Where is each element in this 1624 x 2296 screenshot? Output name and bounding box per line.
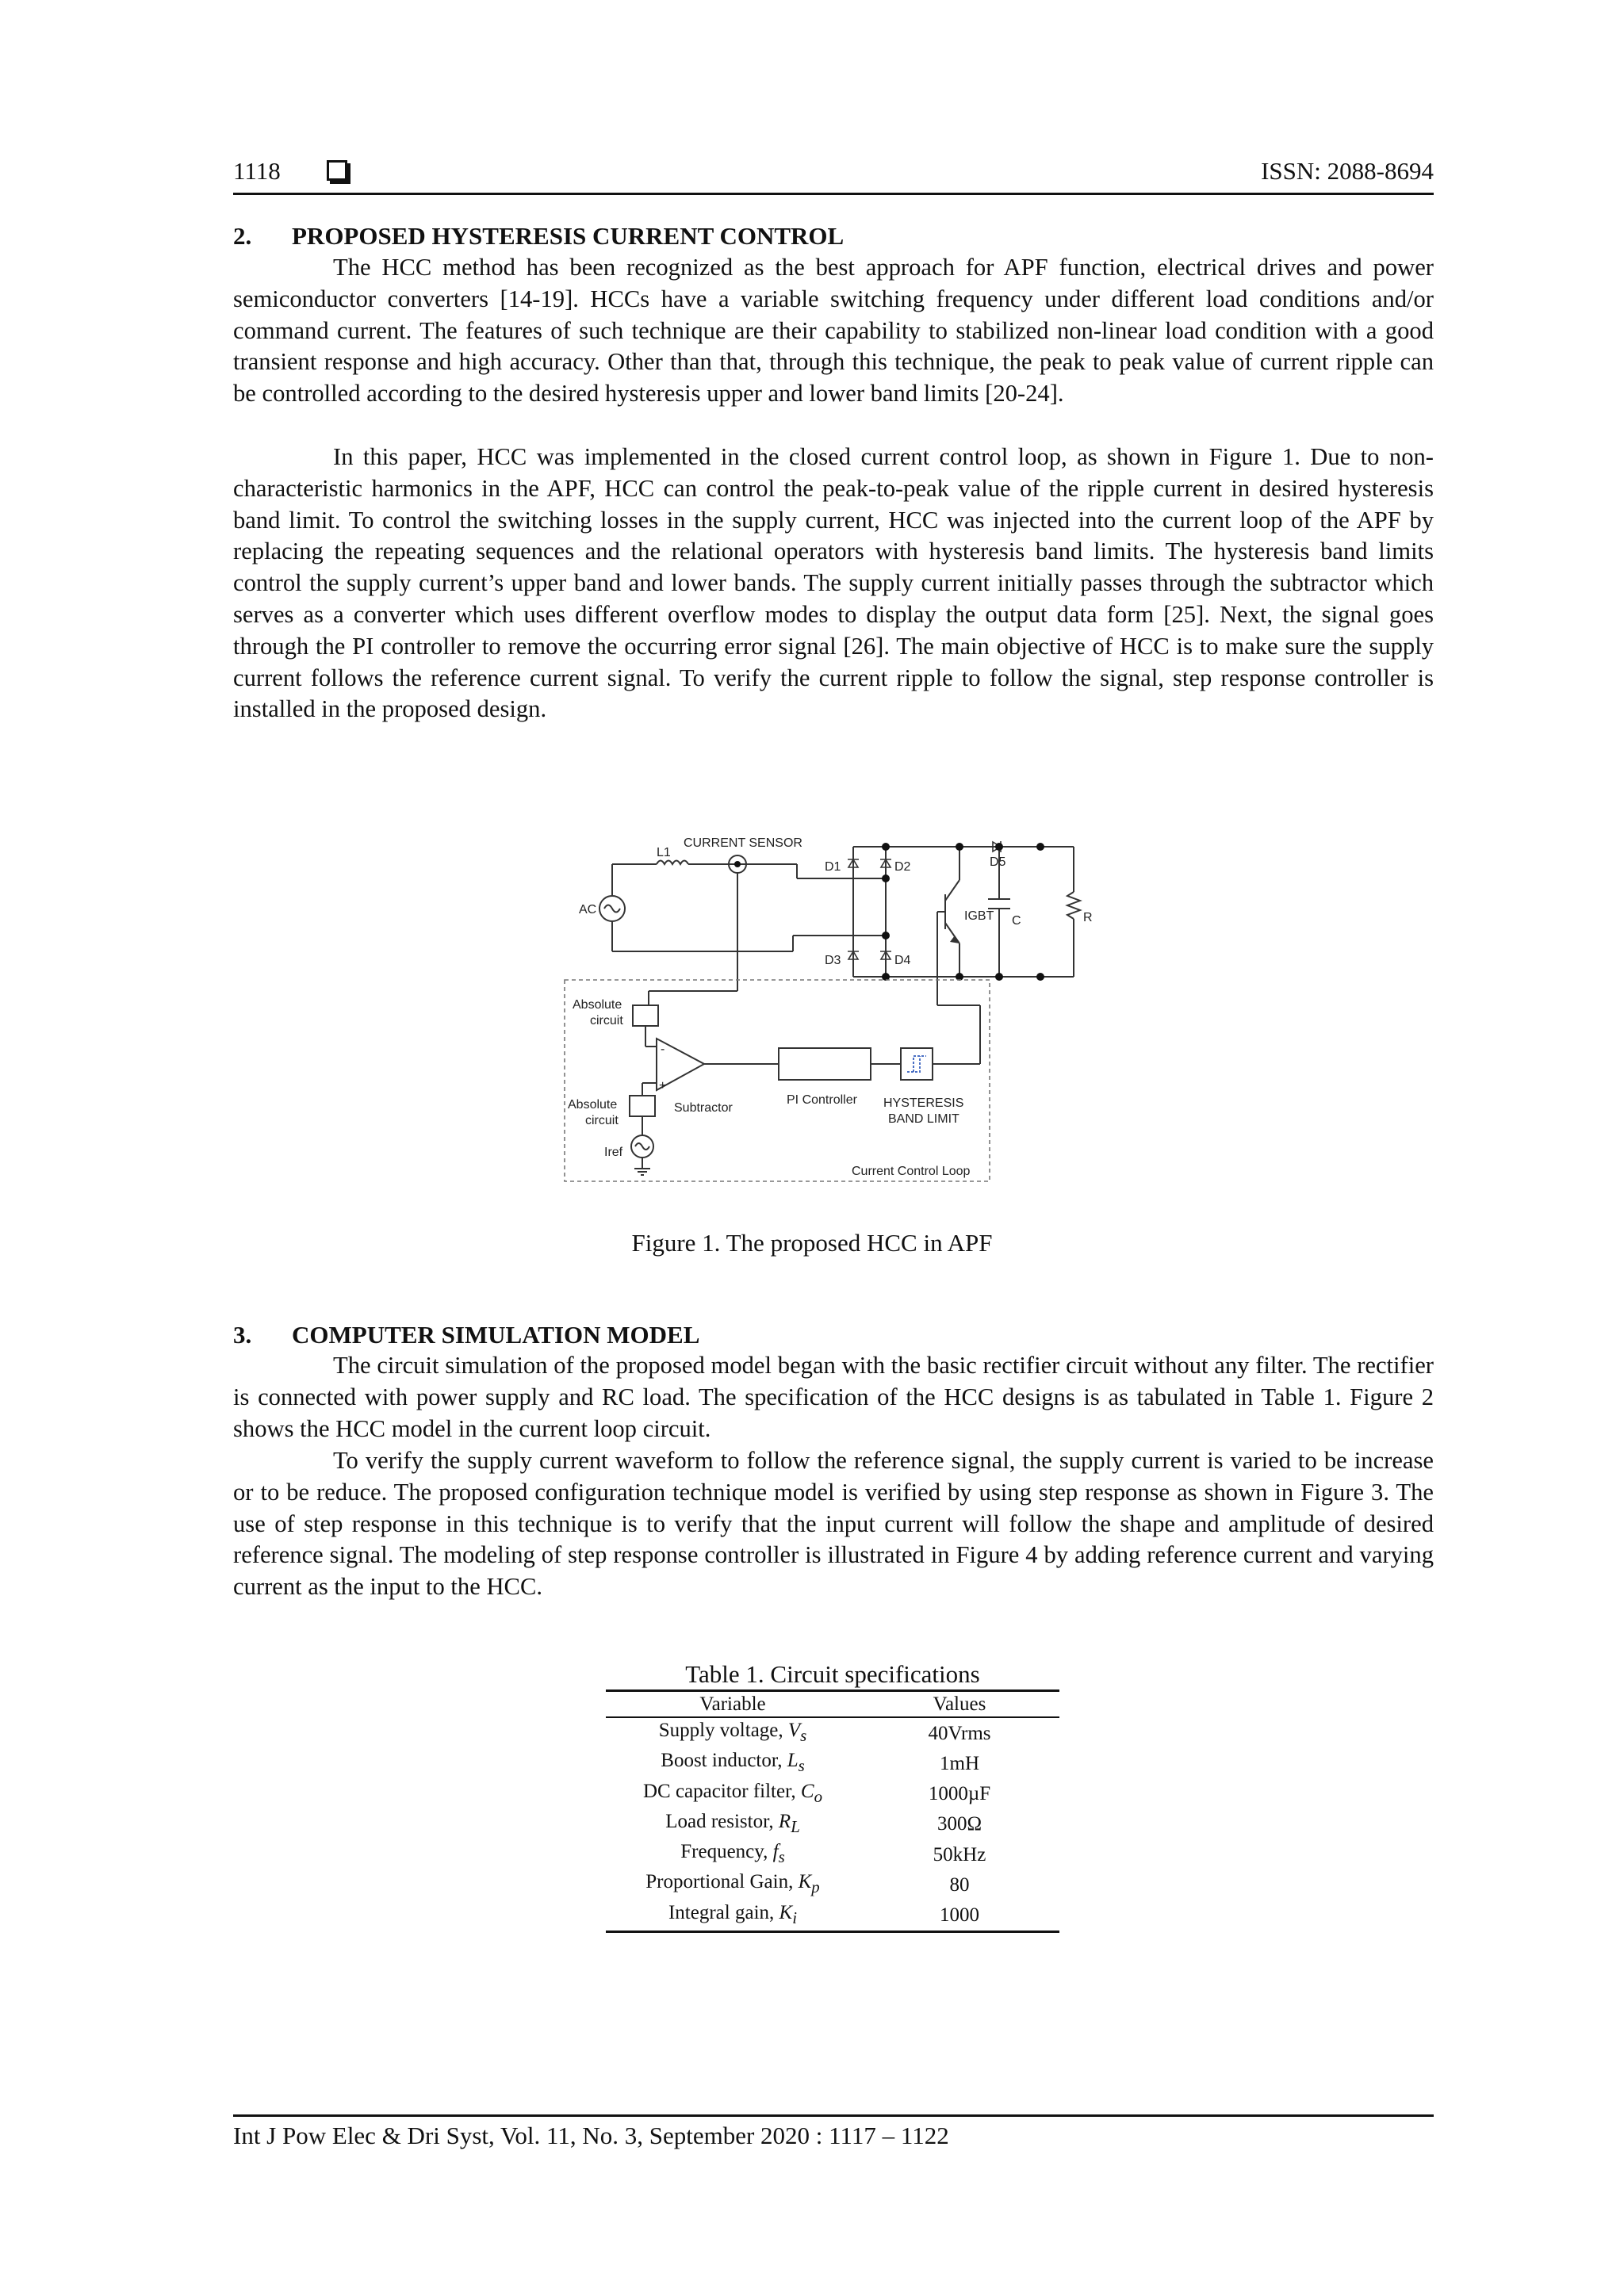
value-cell: 1mH bbox=[940, 1752, 979, 1774]
variable-cell: Supply voltage, $V_s$ bbox=[658, 1720, 807, 1745]
variable-cell: Frequency, $f_s$ bbox=[680, 1841, 785, 1867]
checkbox-square-icon bbox=[327, 160, 347, 181]
table-row bbox=[606, 1839, 1059, 1869]
table-row bbox=[606, 1779, 1059, 1809]
label-igbt: IGBT bbox=[964, 909, 994, 923]
label-ac: AC bbox=[579, 903, 597, 916]
inductor-l1-icon bbox=[657, 861, 688, 865]
table-1 bbox=[606, 1689, 1059, 1933]
footer-rule bbox=[233, 2114, 1434, 2117]
label-hysteresis-b: BAND LIMIT bbox=[888, 1112, 959, 1126]
variable-cell: Boost inductor, $L_s$ bbox=[661, 1750, 805, 1776]
variable-cell: Load resistor, $R_L$ bbox=[665, 1810, 800, 1836]
value-cell: 50kHz bbox=[933, 1843, 986, 1866]
resistor-icon bbox=[1067, 892, 1080, 919]
value-cell: 1000µF bbox=[928, 1783, 991, 1805]
label-c: C bbox=[1012, 914, 1021, 928]
label-absolute-1b: circuit bbox=[590, 1014, 623, 1027]
label-d2: D2 bbox=[894, 860, 911, 874]
label-d1: D1 bbox=[825, 860, 841, 874]
table-row bbox=[606, 1900, 1059, 1932]
issn: ISSN: 2088-8694 bbox=[1261, 157, 1434, 185]
label-l1: L1 bbox=[657, 846, 671, 859]
label-plus: + bbox=[659, 1079, 667, 1093]
label-minus: - bbox=[661, 1043, 665, 1056]
section-title: PROPOSED HYSTERESIS CURRENT CONTROL bbox=[292, 222, 845, 250]
page-header bbox=[233, 154, 1434, 195]
table-row bbox=[606, 1717, 1059, 1748]
label-r: R bbox=[1083, 911, 1093, 924]
label-absolute-2b: circuit bbox=[585, 1114, 619, 1127]
absolute-circuit-block-top bbox=[633, 1005, 658, 1026]
header-rule bbox=[233, 193, 1434, 195]
section-2-heading bbox=[233, 222, 844, 251]
hysteresis-band-limit-block bbox=[901, 1048, 933, 1080]
value-cell: 40Vrms bbox=[928, 1722, 991, 1744]
variable-cell: Integral gain, $K_i$ bbox=[606, 1900, 860, 1932]
value-cell: 1000 bbox=[860, 1900, 1059, 1932]
column-header-variable: Variable bbox=[606, 1691, 860, 1718]
absolute-circuit-block-bottom bbox=[630, 1096, 655, 1116]
section-title: COMPUTER SIMULATION MODEL bbox=[292, 1321, 700, 1349]
label-absolute-2a: Absolute bbox=[568, 1098, 618, 1112]
figure-1-caption: Figure 1. The proposed HCC in APF bbox=[631, 1229, 993, 1257]
section-number: 3. bbox=[233, 1321, 252, 1349]
section-2-paragraph-2: In this paper, HCC was implemented in the closed current control loop, as shown in Figure 1. Due to non-characteristic harmonics in the APF, HCC can control the peak-to-peak value of the ripple current in desired hysteresis band limit. To control the switching losses in the supply current, HCC was injected into the current loop of the APF by replacing the repeating sequences and the relational operators with hysteresis band limits. The hysteresis band limits control the supply current’s upper band and lower bands. The supply current initially passes through the subtractor which serves as a converter which uses different overflow modes to display the output data form [25]. Next, the signal goes through the PI controller to remove the occurring error signal [26]. The main objective of HCC is to make sure the supply current follows the reference current signal. To verify the current ripple to follow the signal, step response controller is installed in the proposed design. bbox=[233, 443, 1434, 723]
label-d5: D5 bbox=[990, 855, 1006, 869]
label-iref: Iref bbox=[604, 1146, 623, 1159]
label-absolute-1a: Absolute bbox=[573, 998, 622, 1012]
table-row bbox=[606, 1869, 1059, 1900]
column-header-values: Values bbox=[860, 1691, 1059, 1718]
variable-cell: DC capacitor filter, $C_o$ bbox=[642, 1780, 823, 1806]
table-row bbox=[606, 1748, 1059, 1778]
pi-controller-block bbox=[779, 1048, 871, 1080]
section-2-paragraph-1: The HCC method has been recognized as the best approach for APF function, electrical drives and power semiconductor converters [14-19]. HCCs have a variable switching frequency under different load conditions and/or command current. The features of such technique are their capability to stabilized non-linear load condition with a good transient response and high accuracy. Other than that, through this technique, the peak to peak value of current ripple can be controlled according to the desired hysteresis upper and lower band limits [20-24]. bbox=[233, 254, 1434, 408]
label-pi-controller: PI Controller bbox=[787, 1093, 857, 1107]
label-current-sensor: CURRENT SENSOR bbox=[684, 836, 802, 850]
label-d3: D3 bbox=[825, 954, 841, 967]
page-footer: Int J Pow Elec & Dri Syst, Vol. 11, No. 3, September 2020 : 1117 – 1122 bbox=[233, 2122, 949, 2149]
value-cell: 300Ω bbox=[936, 1813, 982, 1835]
table-row bbox=[606, 1809, 1059, 1839]
figure-1-circuit-diagram bbox=[555, 817, 1110, 1189]
table-header-row bbox=[606, 1691, 1059, 1718]
label-hysteresis-a: HYSTERESIS bbox=[883, 1096, 964, 1110]
page-number: 1118 bbox=[233, 157, 281, 185]
section-number: 2. bbox=[233, 222, 252, 250]
label-current-control-loop: Current Control Loop bbox=[852, 1165, 971, 1178]
section-3-heading bbox=[233, 1321, 699, 1349]
variable-cell: Proportional Gain, $K_p$ bbox=[645, 1871, 820, 1897]
value-cell: 80 bbox=[949, 1873, 970, 1896]
hysteresis-loop-icon bbox=[907, 1056, 926, 1072]
label-subtractor: Subtractor bbox=[674, 1101, 733, 1115]
section-3-paragraph-2: To verify the supply current waveform to follow the reference signal, the supply current is varied to be increase or to be reduce. The proposed configuration technique model is verified by using step response as shown in Figure 3. The use of step response in this technique is to verify that the input current will follow the shape and amplitude of desired reference signal. The modeling of step response controller is illustrated in Figure 4 by adding reference current and varying current as the input to the HCC. bbox=[233, 1447, 1434, 1601]
label-d4: D4 bbox=[894, 954, 911, 967]
table-1-title: Table 1. Circuit specifications bbox=[685, 1660, 980, 1688]
section-3-paragraph-1: The circuit simulation of the proposed model began with the basic rectifier circuit without any filter. The rectifier is connected with power supply and RC load. The specification of the HCC designs is as tabulated in Table 1. Figure 2 shows the HCC model in the current loop circuit. bbox=[233, 1352, 1434, 1442]
